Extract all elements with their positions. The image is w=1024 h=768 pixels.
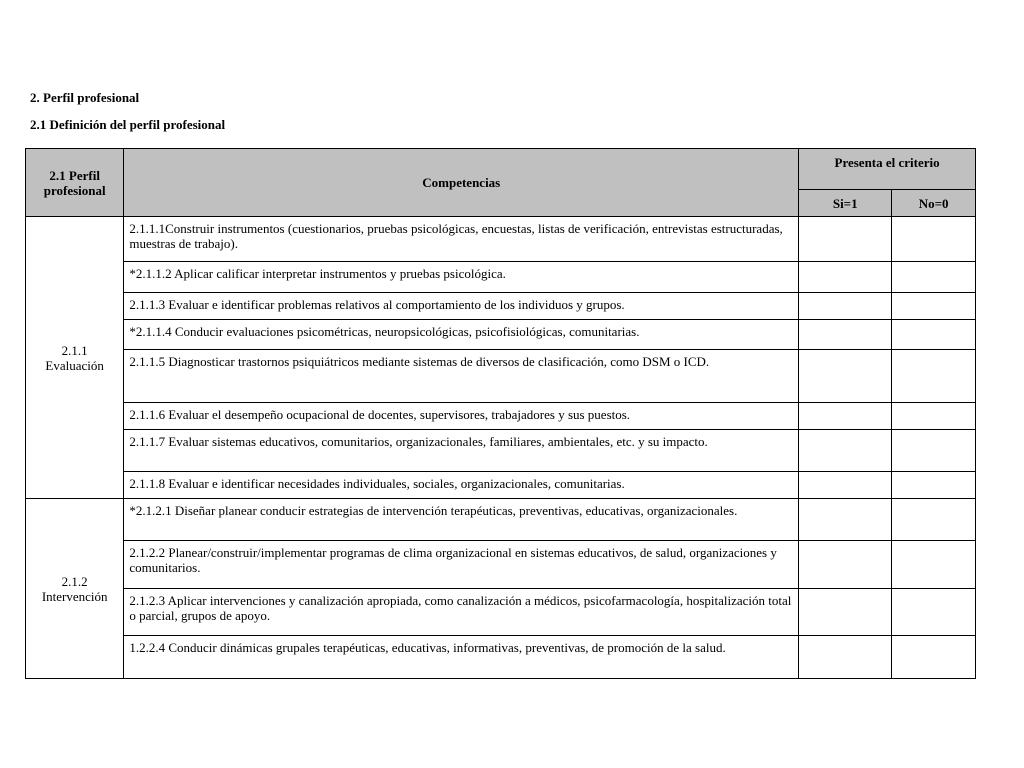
header-no: No=0 xyxy=(892,190,976,217)
no-cell[interactable] xyxy=(892,636,976,679)
competency-item: 2.1.1.7 Evaluar sistemas educativos, comunitarios, organizacionales, familiares, ambientales, etc. y su impacto. xyxy=(124,430,799,472)
yes-cell[interactable] xyxy=(799,472,892,499)
section-heading: 2. Perfil profesional xyxy=(30,90,140,105)
no-cell[interactable] xyxy=(892,472,976,499)
competency-item: 2.1.1.8 Evaluar e identificar necesidades individuales, sociales, organizacionales, comunitarias. xyxy=(124,472,799,499)
no-cell[interactable] xyxy=(892,499,976,541)
no-cell[interactable] xyxy=(892,262,976,293)
competency-item: 2.1.2.2 Planear/construir/implementar programas de clima organizacional en sistemas educativos, de salud, organizaciones y comunitarios. xyxy=(124,541,799,589)
no-cell[interactable] xyxy=(892,589,976,636)
competency-item: *2.1.1.2 Aplicar calificar interpretar instrumentos y pruebas psicológica. xyxy=(124,262,799,293)
group-label-intervencion: 2.1.2 Intervención xyxy=(26,499,124,679)
yes-cell[interactable] xyxy=(799,499,892,541)
no-cell[interactable] xyxy=(892,350,976,403)
yes-cell[interactable] xyxy=(799,541,892,589)
competency-item: 2.1.1.1Construir instrumentos (cuestionarios, pruebas psicológicas, encuestas, listas de verificación, entrevistas estructuradas, muestras de trabajo). xyxy=(124,217,799,262)
competency-item: 2.1.1.3 Evaluar e identificar problemas relativos al comportamiento de los individuos y grupos. xyxy=(124,293,799,320)
yes-cell[interactable] xyxy=(799,636,892,679)
no-cell[interactable] xyxy=(892,217,976,262)
competency-item: *2.1.1.4 Conducir evaluaciones psicométricas, neuropsicológicas, psicofisiológicas, comunitarias. xyxy=(124,320,799,350)
competency-item: 1.2.2.4 Conducir dinámicas grupales terapéuticas, educativas, informativas, preventivas, de promoción de la salud. xyxy=(124,636,799,679)
yes-cell[interactable] xyxy=(799,217,892,262)
yes-cell[interactable] xyxy=(799,430,892,472)
yes-cell[interactable] xyxy=(799,320,892,350)
no-cell[interactable] xyxy=(892,320,976,350)
no-cell[interactable] xyxy=(892,541,976,589)
no-cell[interactable] xyxy=(892,293,976,320)
yes-cell[interactable] xyxy=(799,589,892,636)
yes-cell[interactable] xyxy=(799,262,892,293)
header-yes: Si=1 xyxy=(799,190,892,217)
header-criterion: Presenta el criterio xyxy=(799,149,976,190)
competency-item: 2.1.2.3 Aplicar intervenciones y canalización apropiada, como canalización a médicos, psicofarmacología, hospitalización total o parcial, grupos de apoyo. xyxy=(124,589,799,636)
header-competencies: Competencias xyxy=(124,149,799,217)
no-cell[interactable] xyxy=(892,403,976,430)
yes-cell[interactable] xyxy=(799,350,892,403)
group-label-evaluacion: 2.1.1 Evaluación xyxy=(26,217,124,499)
subsection-heading: 2.1 Definición del perfil profesional xyxy=(30,117,226,132)
competency-item: 2.1.1.6 Evaluar el desempeño ocupacional de docentes, supervisores, trabajadores y sus puestos. xyxy=(124,403,799,430)
competency-item: 2.1.1.5 Diagnosticar trastornos psiquiátricos mediante sistemas de diversos de clasificación, como DSM o ICD. xyxy=(124,350,799,403)
header-profile: 2.1 Perfil profesional xyxy=(26,149,124,217)
no-cell[interactable] xyxy=(892,430,976,472)
competency-item: *2.1.2.1 Diseñar planear conducir estrategias de intervención terapéuticas, preventivas, educativas, organizacionales. xyxy=(124,499,799,541)
competencies-table xyxy=(25,148,976,679)
yes-cell[interactable] xyxy=(799,293,892,320)
yes-cell[interactable] xyxy=(799,403,892,430)
